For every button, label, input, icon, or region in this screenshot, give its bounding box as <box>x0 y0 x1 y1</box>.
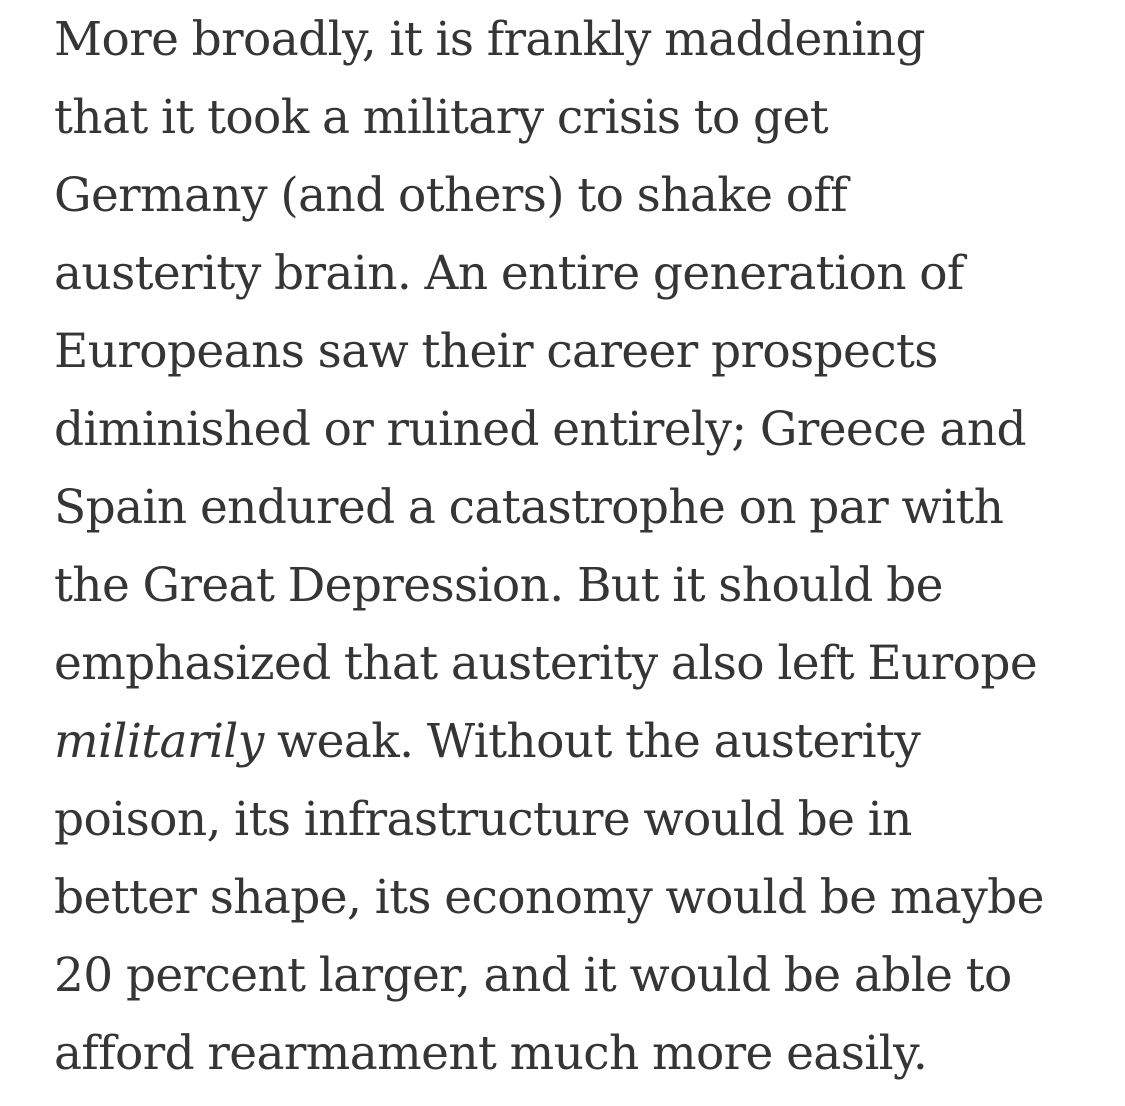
paragraph-line: Spain endured a catastrophe on par with <box>54 480 1004 535</box>
paragraph-line: Germany (and others) to shake off <box>54 168 848 223</box>
paragraph-line: that it took a military crisis to get <box>54 90 829 145</box>
paragraph-line: Europeans saw their career prospects <box>54 324 938 379</box>
paragraph-line: austerity brain. An entire generation of <box>54 246 964 301</box>
paragraph-line: better shape, its economy would be maybe <box>54 870 1044 925</box>
paragraph-line: afford rearmament much more easily. <box>54 1026 928 1081</box>
paragraph-line-text: weak. Without the austerity <box>263 714 921 769</box>
emphasized-word: militarily <box>54 714 264 769</box>
article-paragraph <box>54 0 1094 1093</box>
paragraph-line: the Great Depression. But it should be <box>54 558 943 613</box>
paragraph-line: poison, its infrastructure would be in <box>54 792 912 847</box>
paragraph-line <box>54 703 1094 781</box>
paragraph-line: diminished or ruined entirely; Greece and <box>54 402 1026 457</box>
paragraph-line: More broadly, it is frankly maddening <box>54 12 925 67</box>
paragraph-line: emphasized that austerity also left Europe <box>54 636 1038 691</box>
paragraph-line: 20 percent larger, and it would be able to <box>54 948 1012 1003</box>
